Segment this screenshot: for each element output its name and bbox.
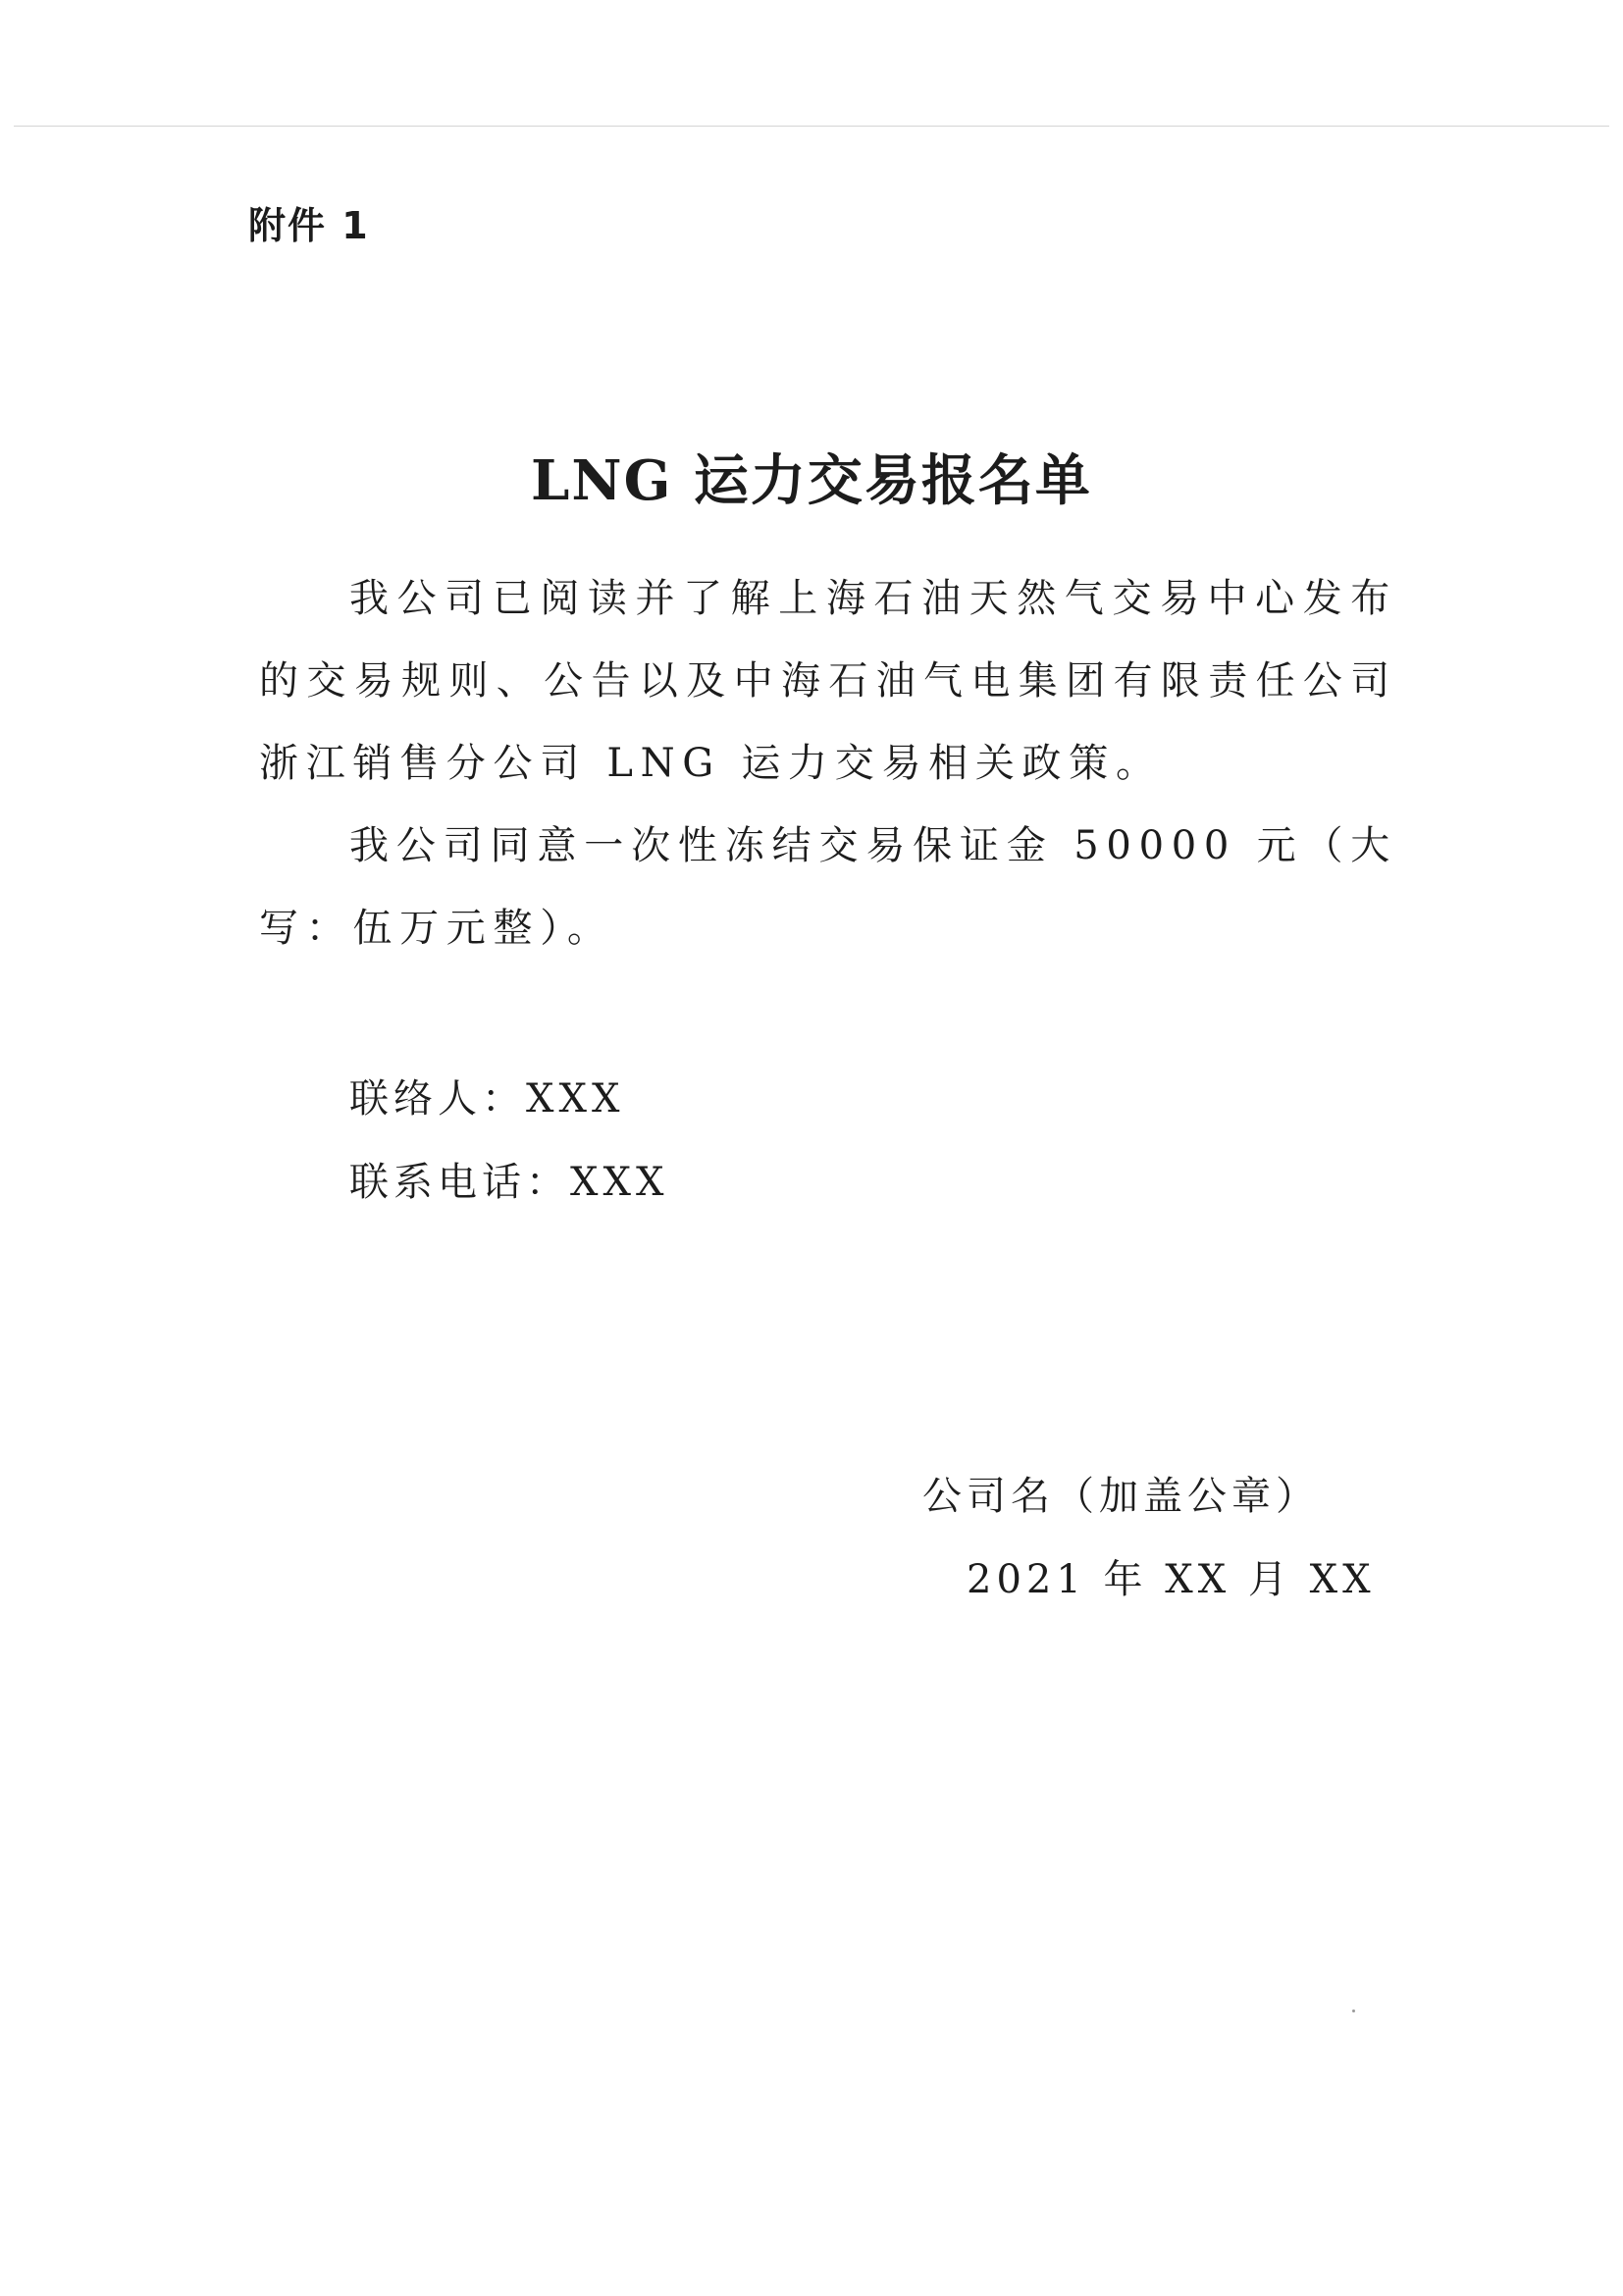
scan-edge-line — [14, 126, 1609, 127]
statement-paragraph: 我公司已阅读并了解上海石油天然气交易中心发布的交易规则、公告以及中海石油气电集团有限责任公司浙江销售分公司 LNG 运力交易相关政策。 — [259, 576, 1397, 786]
scan-speck — [1352, 2009, 1355, 2012]
contact-person: 联络人：XXX — [349, 1076, 625, 1122]
attachment-label: 附件 1 — [248, 204, 370, 247]
signature-date: 2021 年 XX 月 XX — [967, 1557, 1376, 1602]
company-signature: 公司名（加盖公章） — [922, 1474, 1320, 1519]
deposit-paragraph: 我公司同意一次性冻结交易保证金 50000 元（大写：伍万元整）。 — [259, 823, 1397, 951]
contact-phone: 联系电话：XXX — [349, 1160, 669, 1205]
document-title: LNG 运力交易报名单 — [531, 448, 1092, 513]
